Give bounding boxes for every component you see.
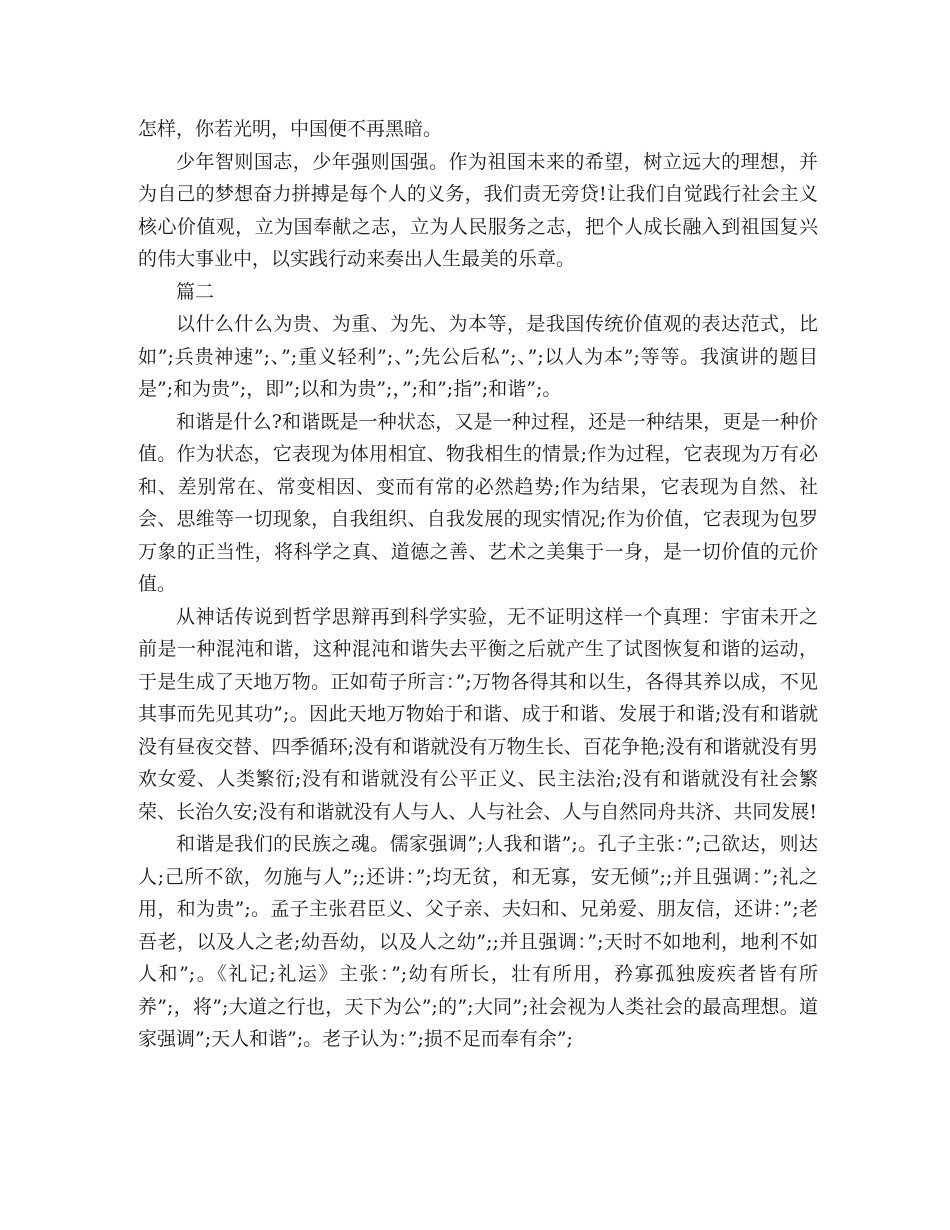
- paragraph-continuation: 怎样，你若光明，中国便不再黑暗。: [138, 118, 443, 140]
- section-heading: 篇二: [176, 280, 215, 303]
- paragraph-what-is-harmony: 和谐是什么?和谐既是一种状态，又是一种过程，还是一种结果，更是一种价值。作为状态，它表现为体用相宜、物我相生的情景;作为过程，它表现为万有必和、差别常在、常变相因、变而有常的必然趋势;作为结果，它表现为自然、社会、思维等一切现象，自我组织、自我发展的现实情况;作为价值，它表现为包罗万象的正当性，将科学之真、道德之善、艺术之美集于一身，是一切价值的元价值。: [138, 410, 818, 595]
- paragraph-national-soul: 和谐是我们的民族之魂。儒家强调”;人我和谐”;。孔子主张：”;己欲达，则达人;己所不欲，勿施与人”;;还讲：”;均无贫，和无寡，安无倾”;;并且强调：”;礼之用，和为贵”;。孟子主张君臣义、父子亲、夫妇和、兄弟爱、朋友信，还讲：”;老吾老，以及人之老;幼吾幼，以及人之幼”;;并且强调：”;天时不如地利，地利不如人和”;。《礼记;礼运》主张：”;幼有所长，壮有所用，矜寡孤独废疾者皆有所养”;，将”;大道之行也，天下为公”;的”;大同”;社会视为人类社会的最高理想。道家强调”;天人和谐”;。老子认为：”;损不足而奉有余”;: [138, 833, 818, 1050]
- paragraph-values: 以什么什么为贵、为重、为先、为本等，是我国传统价值观的表达范式，比如”;兵贵神速”;、”;重义轻利”;、”;先公后私”;、”;以人为本”;等等。我演讲的题目是”;和为贵”;，即”;以和为贵”;，”;和”;指”;和谐”;。: [138, 313, 818, 400]
- document-body: [138, 113, 818, 1056]
- paragraph-myth-philosophy: 从神话传说到哲学思辩再到科学实验，无不证明这样一个真理：宇宙未开之前是一种混沌和谐，这种混沌和谐失去平衡之后就产生了试图恢复和谐的运动，于是生成了天地万物。正如荀子所言：”;万物各得其和以生，各得其养以成，不见其事而先见其功”;。因此天地万物始于和谐、成于和谐、发展于和谐;没有和谐就没有昼夜交替、四季循环;没有和谐就没有万物生长、百花争艳;没有和谐就没有男欢女爱、人类繁衍;没有和谐就没有公平正义、民主法治;没有和谐就没有社会繁荣、长治久安;没有和谐就没有人与人、人与社会、人与自然同舟共济、共同发展!: [138, 605, 818, 823]
- paragraph-youth: 少年智则国志，少年强则国强。作为祖国未来的希望，树立远大的理想，并为自己的梦想奋力拼搏是每个人的义务，我们责无旁贷!让我们自觉践行社会主义核心价值观，立为国奉献之志，立为人民服务之志，把个人成长融入到祖国复兴的伟大事业中，以实践行动来奏出人生最美的乐章。: [138, 150, 818, 270]
